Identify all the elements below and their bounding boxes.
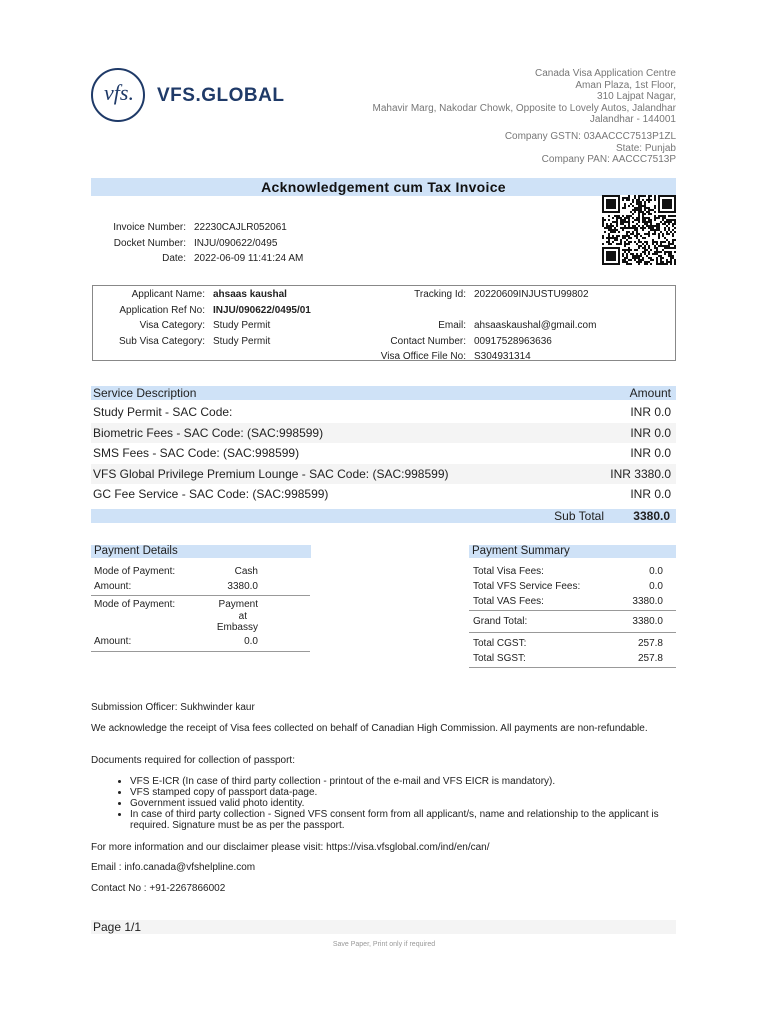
service-amount: INR 3380.0 <box>610 467 671 481</box>
docket-number-label: Docket Number: <box>113 237 186 249</box>
service-desc: VFS Global Privilege Premium Lounge - SAC Code: (SAC:998599) <box>93 467 449 481</box>
email-label: Email: <box>438 320 466 331</box>
table-row <box>91 464 676 484</box>
payment-details-header: Payment Details <box>91 545 311 558</box>
divider <box>91 651 310 652</box>
total-sgst-value: 257.8 <box>637 653 663 664</box>
amount-label: Amount: <box>94 581 132 592</box>
table-row <box>91 484 676 504</box>
service-amount: INR 0.0 <box>630 487 671 501</box>
centre-address <box>373 68 677 126</box>
address-line: Mahavir Marg, Nakodar Chowk, Opposite to Lovely Autos, Jalandhar <box>372 102 676 114</box>
service-amount: INR 0.0 <box>630 405 671 419</box>
subtotal-row <box>91 509 676 523</box>
table-row <box>91 402 676 422</box>
page-number: Page 1/1 <box>91 920 676 934</box>
address-line: Jalandhar - 144001 <box>589 114 676 125</box>
total-visa-fees-label: Total Visa Fees: <box>473 566 544 577</box>
table-row <box>91 423 676 443</box>
mode-of-payment-value: Cash <box>234 566 258 577</box>
amount-label: Amount: <box>94 636 132 647</box>
applicant-name-label: Applicant Name: <box>131 289 205 300</box>
submission-officer: Submission Officer: Sukhwinder kaur <box>91 702 255 713</box>
tracking-id-label: Tracking Id: <box>414 289 466 300</box>
mode-of-payment-label: Mode of Payment: <box>94 566 176 577</box>
grand-total-value: 3380.0 <box>632 616 663 627</box>
service-amount: INR 0.0 <box>630 426 671 440</box>
invoice-number-label: Invoice Number: <box>113 222 186 233</box>
logo-text: VFS.GLOBAL <box>157 85 285 106</box>
docket-number: INJU/090622/0495 <box>194 237 278 249</box>
contact-number-label: Contact Number: <box>390 335 466 347</box>
address-line: 310 Lajpat Nagar, <box>597 91 676 102</box>
subtotal-label: Sub Total <box>554 509 604 523</box>
application-ref-label: Application Ref No: <box>119 304 205 316</box>
divider <box>91 595 310 596</box>
service-table-header <box>91 386 676 400</box>
acknowledgement-text: We acknowledge the receipt of Visa fees collected on behalf of Canadian High Commission. All payments are non-refundable. <box>91 723 648 734</box>
invoice-info <box>91 220 303 267</box>
more-info-text: For more information and our disclaimer please visit: https://visa.vfsglobal.com/ind/en/can/ <box>91 842 490 853</box>
footer-note: Save Paper, Print only if required <box>332 941 436 948</box>
list-item: • VFS E-ICR (In case of third party collection - printout of the e-mail and VFS EICR is mandatory). <box>130 776 676 787</box>
total-cgst-label: Total CGST: <box>473 638 527 649</box>
company-pan: Company PAN: AACCC7513P <box>541 154 676 165</box>
divider <box>469 632 676 633</box>
service-desc: Biometric Fees - SAC Code: (SAC:998599) <box>93 426 324 440</box>
address-line: Aman Plaza, 1st Floor, <box>575 79 676 91</box>
mode-of-payment-label: Mode of Payment: <box>94 599 176 610</box>
visa-category: Study Permit <box>213 320 271 331</box>
contact-phone: Contact No : +91-2267866002 <box>91 883 226 894</box>
service-desc: SMS Fees - SAC Code: (SAC:998599) <box>93 446 300 460</box>
total-cgst-value: 257.8 <box>637 638 663 649</box>
service-desc: GC Fee Service - SAC Code: (SAC:998599) <box>93 487 329 501</box>
table-row <box>91 443 676 463</box>
list-item: • Government issued valid photo identity. <box>130 798 676 809</box>
visa-category-label: Visa Category: <box>139 320 205 331</box>
service-description-header: Service Description <box>93 386 197 400</box>
total-vas-fees-label: Total VAS Fees: <box>473 596 544 607</box>
list-item: • In case of third party collection - Signed VFS consent form from all applicant/s, name and relationship to the applicant is required. Signature must be as per the passport. <box>130 809 676 831</box>
applicant-info-left <box>92 287 311 349</box>
applicant-name: ahsaas kaushal <box>213 289 287 300</box>
sub-visa-category: Study Permit <box>213 335 271 347</box>
visa-office-file-label: Visa Office File No: <box>380 351 466 362</box>
subtotal-value: 3380.0 <box>633 509 670 523</box>
invoice-number: 22230CAJLR052061 <box>194 222 287 233</box>
company-gstn: Company GSTN: 03AACCC7513P1ZL <box>504 131 676 142</box>
address-line: Canada Visa Application Centre <box>534 68 676 79</box>
qr-code-icon <box>602 195 676 265</box>
applicant-info-right <box>300 287 596 365</box>
documents-title: Documents required for collection of passport: <box>91 755 295 766</box>
invoice-date: 2022-06-09 11:41:24 AM <box>194 253 304 264</box>
mode-of-payment-value: Payment at Embassy <box>216 599 258 633</box>
list-item: • VFS stamped copy of passport data-page. <box>130 787 676 798</box>
company-state: State: Punjab <box>615 142 676 154</box>
invoice-date-label: Date: <box>162 253 186 264</box>
email-value: ahsaaskaushal@gmail.com <box>474 320 597 331</box>
grand-total-label: Grand Total: <box>473 616 528 627</box>
invoice-title: Acknowledgement cum Tax Invoice <box>91 178 676 196</box>
vfs-logo <box>91 68 285 126</box>
payment-summary-header: Payment Summary <box>469 545 676 558</box>
contact-email: Email : info.canada@vfshelpline.com <box>91 862 256 873</box>
company-info <box>505 131 676 166</box>
divider <box>469 610 676 611</box>
visa-office-file: S304931314 <box>474 351 531 362</box>
divider <box>469 667 676 668</box>
contact-number: 00917528963636 <box>474 335 552 347</box>
logo-mark: vfs. <box>104 80 134 105</box>
amount-value: 0.0 <box>244 636 258 647</box>
documents-list <box>91 776 676 831</box>
total-vfs-service-fees-label: Total VFS Service Fees: <box>473 581 581 592</box>
service-desc: Study Permit - SAC Code: <box>93 405 233 419</box>
total-vfs-service-fees-value: 0.0 <box>649 581 663 592</box>
service-amount: INR 0.0 <box>630 446 671 460</box>
amount-value: 3380.0 <box>227 581 258 592</box>
application-ref: INJU/090622/0495/01 <box>213 304 311 316</box>
sub-visa-category-label: Sub Visa Category: <box>119 335 205 347</box>
total-vas-fees-value: 3380.0 <box>632 596 663 607</box>
total-visa-fees-value: 0.0 <box>649 566 663 577</box>
amount-header: Amount <box>629 386 671 400</box>
tracking-id: 20220609INJUSTU99802 <box>474 289 589 300</box>
total-sgst-label: Total SGST: <box>473 653 526 664</box>
